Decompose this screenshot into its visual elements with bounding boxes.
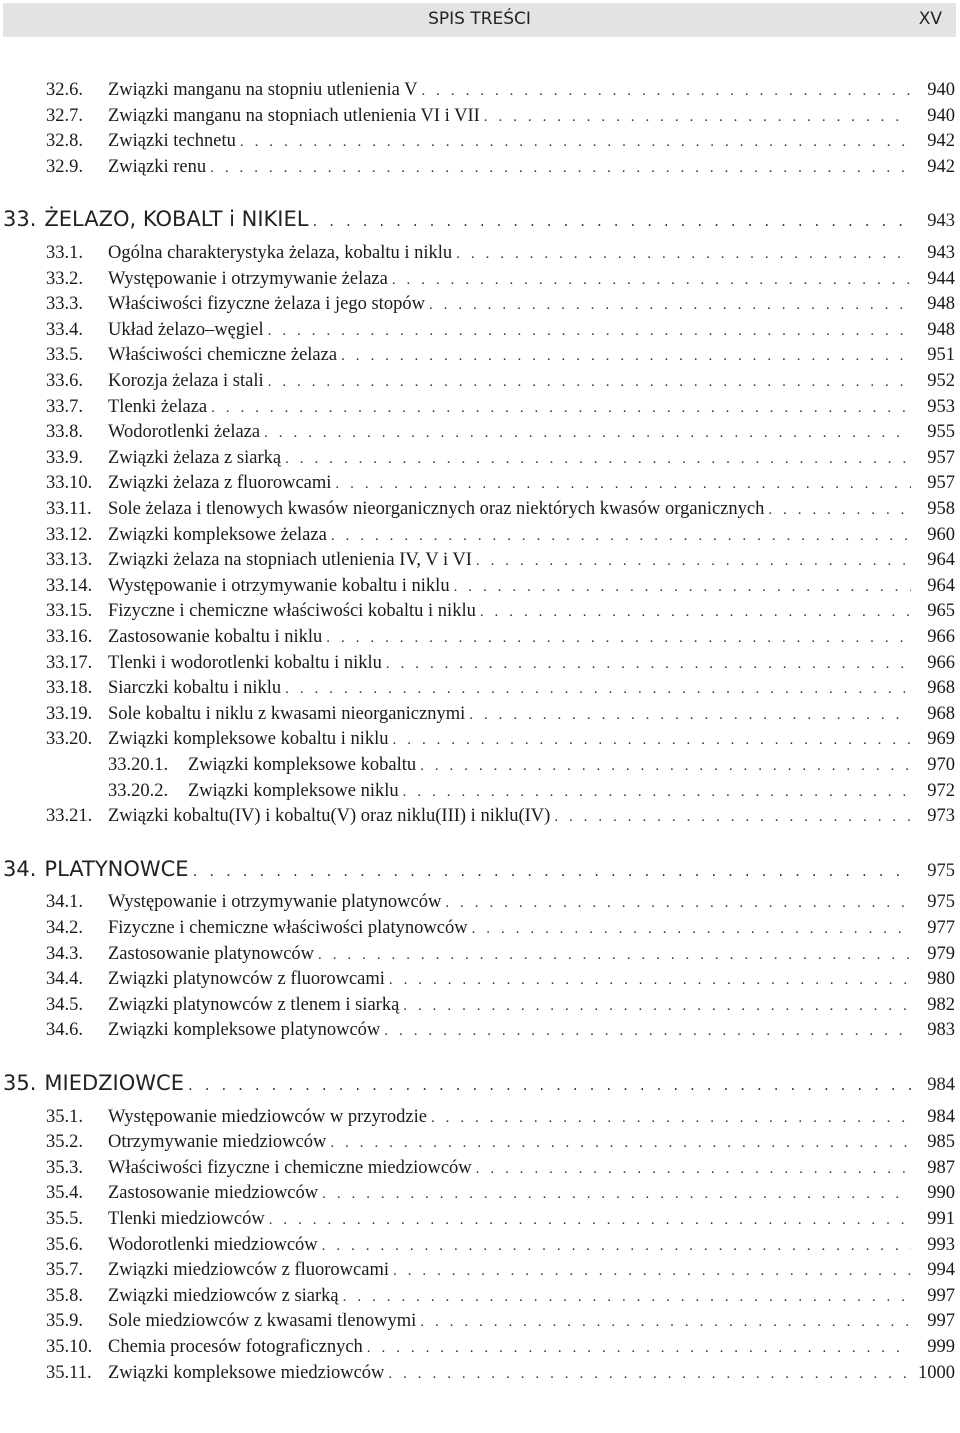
toc-entry[interactable] — [46, 1309, 955, 1333]
toc-entry[interactable] — [46, 1233, 955, 1257]
dot-leader — [330, 1131, 911, 1155]
toc-entry-title: Wodorotlenki miedziowców — [108, 1234, 318, 1255]
toc-entry[interactable] — [46, 446, 955, 470]
toc-entry-number: 35.4. — [46, 1183, 83, 1204]
dot-leader — [211, 396, 911, 420]
dot-leader — [312, 206, 911, 236]
toc-entry[interactable] — [46, 267, 955, 291]
toc-entry[interactable] — [46, 395, 955, 419]
toc-entry-page: 968 — [927, 703, 955, 724]
toc-entry[interactable] — [46, 574, 955, 598]
dot-leader — [484, 105, 911, 129]
dot-leader — [469, 703, 911, 727]
toc-entry-number: 35.1. — [46, 1106, 83, 1127]
toc-entry-page: 940 — [927, 105, 955, 126]
dot-leader — [268, 370, 911, 394]
toc-entry-number: 32.8. — [46, 131, 83, 152]
toc-entry-title: Sole żelaza i tlenowych kwasów nieorganicznych oraz niektórych kwasów organicznych — [108, 499, 765, 519]
toc-entry-page: 985 — [927, 1132, 955, 1153]
toc-entry-number: 35.5. — [46, 1209, 83, 1229]
toc-entry-title: Otrzymywanie miedziowców — [108, 1132, 327, 1153]
toc-entry[interactable] — [46, 471, 955, 495]
dot-leader — [476, 549, 911, 573]
toc-entry-page: 973 — [927, 806, 955, 827]
dot-leader — [285, 677, 911, 701]
toc-entry[interactable] — [46, 1181, 955, 1205]
toc-entry-title: Zastosowanie miedziowców — [108, 1183, 319, 1204]
toc-entry-title: Chemia procesów fotograficznych — [108, 1337, 363, 1357]
toc-entry-page: 940 — [927, 80, 955, 100]
toc-entry-page: 970 — [927, 755, 955, 775]
toc-entry[interactable] — [46, 1207, 955, 1231]
toc-entry[interactable] — [46, 993, 955, 1017]
toc-entry-number: 35.6. — [46, 1234, 83, 1255]
toc-entry-number: 33. — [3, 207, 37, 232]
toc-entry-page: 958 — [927, 499, 955, 519]
dot-leader — [454, 575, 911, 599]
toc-entry-page: 999 — [927, 1337, 955, 1357]
toc-entry[interactable] — [108, 753, 955, 777]
toc-entry-page: 975 — [927, 860, 955, 881]
dot-leader — [554, 805, 911, 829]
toc-entry-number: 33.16. — [46, 627, 93, 647]
dot-leader — [322, 1234, 911, 1258]
toc-entry-page: 977 — [927, 918, 955, 938]
toc-entry-title: Związki kobaltu(IV) i kobaltu(V) oraz niklu(III) i niklu(IV) — [108, 806, 551, 827]
toc-entry-title: Korozja żelaza i stali — [108, 371, 264, 391]
toc-entry-number: 33.13. — [46, 550, 93, 571]
toc-chapter[interactable] — [3, 854, 955, 884]
toc-entry[interactable] — [46, 1018, 955, 1042]
toc-entry-title: Tlenki i wodorotlenki kobaltu i niklu — [108, 652, 382, 673]
toc-entry-number: 34. — [3, 856, 37, 881]
toc-entry[interactable] — [46, 1284, 955, 1308]
dot-leader — [445, 891, 911, 915]
toc-entry-title: Związki kompleksowe kobaltu i niklu — [108, 729, 389, 750]
toc-entry-title: Właściwości chemiczne żelaza — [108, 345, 338, 366]
toc-entry-number: 33.8. — [46, 422, 83, 443]
dot-leader — [188, 1070, 911, 1100]
toc-entry-title: Właściwości fizyczne żelaza i jego stopów — [108, 294, 425, 315]
toc-entry[interactable] — [46, 104, 955, 128]
header-title: SPIS TREŚCI — [428, 9, 531, 29]
toc-entry-title: PLATYNOWCE — [44, 856, 189, 881]
toc-entry[interactable] — [46, 727, 955, 751]
dot-leader — [389, 968, 911, 992]
dot-leader — [269, 1208, 911, 1232]
toc-entry-number: 33.18. — [46, 678, 93, 699]
toc-entry-number: 33.2. — [46, 268, 83, 289]
toc-entry-page: 983 — [927, 1020, 955, 1041]
toc-entry[interactable] — [46, 1156, 955, 1180]
toc-entry-title: Występowanie miedziowców w przyrodzie — [108, 1106, 427, 1127]
dot-leader — [343, 1285, 911, 1309]
header-page-number: XV — [918, 9, 942, 29]
dot-leader — [331, 524, 911, 548]
dot-leader — [210, 156, 911, 180]
toc-entry[interactable] — [46, 890, 955, 914]
toc-entry[interactable] — [46, 1258, 955, 1282]
toc-entry-page: 943 — [927, 211, 955, 232]
dot-leader — [403, 780, 911, 804]
toc-entry-number: 35.9. — [46, 1311, 83, 1332]
toc-chapter[interactable] — [3, 204, 955, 234]
toc-entry[interactable] — [46, 523, 955, 547]
toc-entry-page: 982 — [927, 994, 955, 1015]
toc-entry-number: 33.5. — [46, 345, 83, 366]
toc-entry[interactable] — [46, 497, 955, 521]
toc-entry-title: Związki platynowców z tlenem i siarką — [108, 994, 400, 1015]
toc-entry-number: 35.11. — [46, 1362, 92, 1383]
toc-entry-page: 975 — [927, 892, 955, 913]
dot-leader — [285, 447, 911, 471]
dot-leader — [388, 1362, 910, 1386]
toc-entry-title: Związki manganu na stopniu utlenienia V — [108, 80, 418, 100]
toc-entry[interactable] — [46, 318, 955, 342]
toc-entry-title: Związki żelaza z siarką — [108, 447, 282, 468]
toc-entry[interactable] — [46, 804, 955, 828]
toc-entry-title: Wodorotlenki żelaza — [108, 422, 261, 443]
dot-leader — [335, 472, 911, 496]
dot-leader — [341, 344, 911, 368]
toc-entry[interactable] — [108, 779, 955, 803]
dot-leader — [264, 421, 911, 445]
dot-leader — [384, 1019, 911, 1043]
dot-leader — [393, 728, 911, 752]
toc-entry-page: 960 — [927, 524, 955, 545]
toc-entry[interactable] — [46, 1335, 955, 1359]
toc-entry-page: 984 — [927, 1106, 955, 1127]
dot-leader — [768, 498, 911, 522]
toc-entry-number: 33.15. — [46, 601, 93, 622]
toc-entry-title: Ogólna charakterystyka żelaza, kobaltu i niklu — [108, 243, 453, 263]
toc-entry-page: 957 — [927, 473, 955, 494]
toc-entry-number: 32.9. — [46, 156, 83, 177]
toc-entry-page: 980 — [927, 969, 955, 990]
toc-entry[interactable] — [46, 292, 955, 316]
toc-entry[interactable] — [46, 1361, 955, 1385]
toc-entry-page: 948 — [927, 294, 955, 315]
toc-entry[interactable] — [46, 155, 955, 179]
toc-entry-page: 955 — [927, 422, 955, 443]
toc-entry-page: 969 — [927, 729, 955, 750]
toc-entry-number: 33.7. — [46, 396, 83, 417]
toc-entry-page: 997 — [927, 1285, 955, 1306]
toc-entry-page: 997 — [927, 1311, 955, 1332]
toc-entry-number: 34.1. — [46, 892, 83, 913]
toc-entry[interactable] — [46, 916, 955, 940]
toc-entry-number: 33.20.1. — [108, 755, 169, 775]
toc-entry-title: Zastosowanie platynowców — [108, 943, 315, 964]
dot-leader — [240, 130, 911, 154]
toc-entry-title: Związki kompleksowe niklu — [188, 780, 399, 801]
toc-entry-title: Tlenki miedziowców — [108, 1209, 265, 1229]
toc-entry-title: Sole miedziowców z kwasami tlenowymi — [108, 1311, 417, 1332]
dot-leader — [326, 626, 911, 650]
dot-leader — [476, 1157, 911, 1181]
toc-entry-page: 964 — [927, 575, 955, 596]
dot-leader — [392, 268, 911, 292]
toc-entry-page: 948 — [927, 319, 955, 340]
toc-entry-number: 35.2. — [46, 1132, 83, 1153]
toc-entry-number: 33.1. — [46, 243, 83, 263]
toc-entry-number: 33.4. — [46, 319, 83, 340]
toc-entry-title: Występowanie i otrzymywanie żelaza — [108, 268, 388, 289]
toc-entry-title: Siarczki kobaltu i niklu — [108, 678, 282, 699]
toc-entry-number: 34.2. — [46, 918, 83, 938]
toc-entry-page: 994 — [927, 1260, 955, 1281]
toc-entry-number: 33.12. — [46, 524, 93, 545]
dot-leader — [322, 1182, 911, 1206]
dot-leader — [367, 1336, 911, 1360]
toc-entry-page: 972 — [927, 780, 955, 801]
dot-leader — [403, 994, 911, 1018]
toc-entry-title: Właściwości fizyczne i chemiczne miedziowców — [108, 1157, 472, 1178]
toc-entry-title: Związki miedziowców z siarką — [108, 1285, 339, 1306]
toc-entry-title: Związki technetu — [108, 131, 236, 152]
toc-entry-page: 953 — [927, 396, 955, 417]
dot-leader — [431, 1106, 911, 1130]
toc-entry-page: 951 — [927, 345, 955, 366]
toc-entry-title: Związki kompleksowe miedziowców — [108, 1362, 385, 1383]
toc-entry-title: Sole kobaltu i niklu z kwasami nieorganicznymi — [108, 703, 466, 724]
toc-entry-title: Tlenki żelaza — [108, 396, 208, 417]
toc-entry[interactable] — [46, 369, 955, 393]
toc-entry-title: ŻELAZO, KOBALT i NIKIEL — [44, 207, 309, 232]
toc-entry-number: 35. — [3, 1071, 37, 1095]
toc-entry-number: 33.10. — [46, 473, 93, 494]
toc-entry-title: Zastosowanie kobaltu i niklu — [108, 627, 323, 647]
toc-entry-title: Związki platynowców z fluorowcami — [108, 969, 385, 990]
toc-entry-number: 34.5. — [46, 994, 83, 1015]
toc-entry-page: 944 — [927, 268, 955, 289]
toc-entry-title: Związki manganu na stopniach utlenienia VI i VII — [108, 105, 480, 126]
running-header — [3, 3, 956, 37]
toc-entry[interactable] — [46, 343, 955, 367]
toc-entry-number: 35.8. — [46, 1285, 83, 1306]
toc-entry-number: 33.9. — [46, 447, 83, 468]
toc-entry[interactable] — [46, 241, 955, 265]
toc-entry[interactable] — [46, 702, 955, 726]
toc-entry[interactable] — [46, 676, 955, 700]
dot-leader — [193, 856, 911, 886]
toc-entry-page: 990 — [927, 1183, 955, 1204]
toc-entry-title: Związki żelaza na stopniach utlenienia IV, V i VI — [108, 550, 472, 571]
dot-leader — [420, 754, 911, 778]
toc-entry-number: 33.20.2. — [108, 780, 169, 801]
dot-leader — [420, 1310, 911, 1334]
toc-entry-page: 984 — [927, 1075, 955, 1095]
toc-entry[interactable] — [46, 420, 955, 444]
toc-entry-number: 33.6. — [46, 371, 83, 391]
toc-entry-number: 34.3. — [46, 943, 83, 964]
toc-entry[interactable] — [46, 625, 955, 649]
toc-entry[interactable] — [46, 1130, 955, 1154]
toc-entry-page: 957 — [927, 447, 955, 468]
toc-entry-number: 33.11. — [46, 499, 92, 519]
toc-entry-title: Związki renu — [108, 156, 207, 177]
toc-entry-page: 952 — [927, 371, 955, 391]
toc-entry-number: 33.17. — [46, 652, 93, 673]
toc-entry-page: 942 — [927, 131, 955, 152]
toc-entry[interactable] — [46, 548, 955, 572]
toc-entry[interactable] — [46, 651, 955, 675]
toc-entry[interactable] — [46, 1105, 955, 1129]
toc-entry-number: 33.20. — [46, 729, 93, 750]
toc-entry-number: 33.3. — [46, 294, 83, 315]
toc-entry-page: 1000 — [918, 1362, 955, 1383]
dot-leader — [429, 293, 911, 317]
dot-leader — [386, 652, 911, 676]
toc-entry-title: Związki kompleksowe platynowców — [108, 1020, 381, 1041]
toc-entry-number: 35.10. — [46, 1337, 93, 1357]
toc-entry-page: 991 — [927, 1209, 955, 1229]
dot-leader — [318, 943, 911, 967]
toc-entry-title: Związki żelaza z fluorowcami — [108, 473, 332, 494]
toc-entry-page: 965 — [927, 601, 955, 622]
toc-entry-number: 32.6. — [46, 80, 83, 100]
toc-entry-number: 33.14. — [46, 575, 93, 596]
dot-leader — [268, 319, 911, 343]
toc-entry-title: Występowanie i otrzymywanie kobaltu i niklu — [108, 575, 450, 596]
toc-entry-number: 33.19. — [46, 703, 93, 724]
toc-entry[interactable] — [46, 967, 955, 991]
toc-entry[interactable] — [46, 599, 955, 623]
toc-entry[interactable] — [46, 942, 955, 966]
toc-entry-title: Występowanie i otrzymywanie platynowców — [108, 892, 442, 913]
toc-entry-number: 35.7. — [46, 1260, 83, 1281]
toc-entry-page: 987 — [927, 1157, 955, 1178]
dot-leader — [472, 917, 911, 941]
toc-entry-title: MIEDZIOWCE — [44, 1071, 184, 1095]
toc-entry-title: Fizyczne i chemiczne właściwości kobaltu i niklu — [108, 601, 476, 622]
toc-entry-page: 966 — [927, 652, 955, 673]
toc-entry-number: 34.4. — [46, 969, 83, 990]
toc-entry-page: 968 — [927, 678, 955, 699]
dot-leader — [421, 79, 911, 103]
toc-entry-page: 964 — [927, 550, 955, 571]
dot-leader — [480, 600, 911, 624]
toc-chapter[interactable] — [3, 1068, 955, 1098]
toc-entry-title: Układ żelazo–węgiel — [108, 319, 264, 340]
toc-entry-title: Fizyczne i chemiczne właściwości platynowców — [108, 918, 468, 938]
toc-entry-page: 966 — [927, 627, 955, 647]
toc-entry-page: 943 — [927, 243, 955, 263]
toc-entry-number: 34.6. — [46, 1020, 83, 1041]
toc-entry-number: 33.21. — [46, 806, 93, 827]
toc-entry-page: 942 — [927, 156, 955, 177]
dot-leader — [456, 242, 911, 266]
toc-entry[interactable] — [46, 78, 955, 102]
toc-entry-number: 35.3. — [46, 1157, 83, 1178]
toc-entry-page: 979 — [927, 943, 955, 964]
toc-entry-number: 32.7. — [46, 105, 83, 126]
toc-entry-title: Związki kompleksowe kobaltu — [188, 755, 417, 775]
toc-entry-page: 993 — [927, 1234, 955, 1255]
toc-entry[interactable] — [46, 129, 955, 153]
toc-entry-title: Związki kompleksowe żelaza — [108, 524, 327, 545]
dot-leader — [393, 1259, 911, 1283]
toc-entry-title: Związki miedziowców z fluorowcami — [108, 1260, 389, 1281]
